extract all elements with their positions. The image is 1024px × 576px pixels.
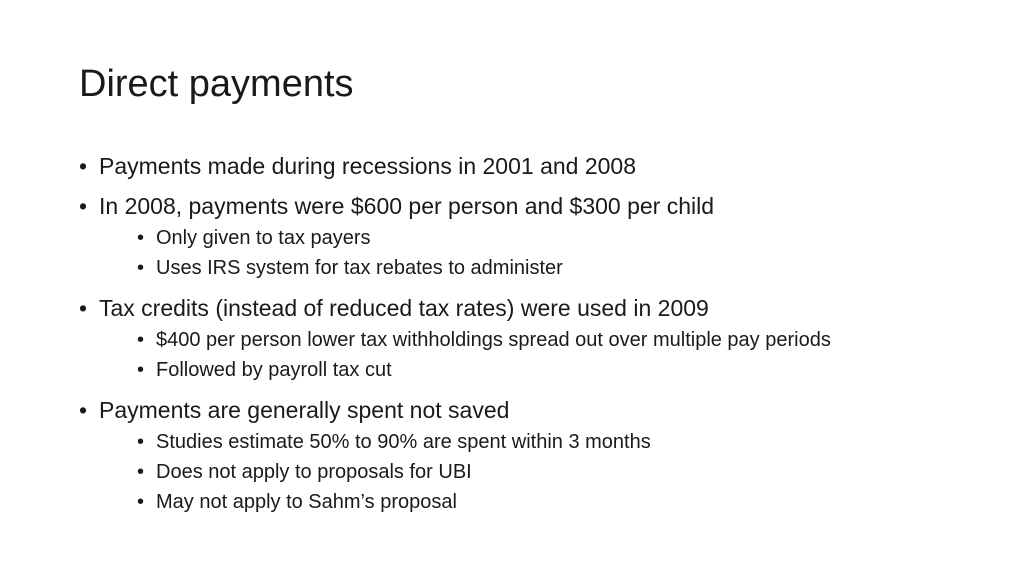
sub-bullet-item [99, 325, 979, 355]
sub-bullet-text: Uses IRS system for tax rebates to administer [156, 257, 563, 279]
bullet-text: Tax credits (instead of reduced tax rates) were used in 2009 [99, 295, 709, 321]
bullet-item [79, 191, 979, 283]
bullet-dot-icon: • [137, 257, 145, 279]
sub-bullet-item [99, 457, 979, 487]
bullet-list [79, 151, 979, 517]
bullet-dot-icon: • [79, 153, 88, 179]
sub-bullet-text: May not apply to Sahm’s proposal [156, 491, 457, 513]
bullet-text: In 2008, payments were $600 per person and $300 per child [99, 193, 715, 219]
bullet-dot-icon: • [79, 295, 88, 321]
sub-bullet-text: Followed by payroll tax cut [156, 359, 392, 381]
sub-bullet-text: $400 per person lower tax withholdings spread out over multiple pay periods [156, 329, 831, 351]
sub-bullet-item [99, 355, 979, 385]
sub-bullet-item [99, 253, 979, 283]
sub-bullet-text: Only given to tax payers [156, 227, 371, 249]
sub-bullet-text: Studies estimate 50% to 90% are spent within 3 months [156, 431, 651, 453]
sub-bullet-item [99, 487, 979, 517]
bullet-text: Payments are generally spent not saved [99, 397, 510, 423]
bullet-dot-icon: • [79, 397, 88, 423]
bullet-dot-icon: • [137, 461, 145, 483]
bullet-item [79, 395, 979, 517]
bullet-dot-icon: • [137, 227, 145, 249]
sub-bullet-text: Does not apply to proposals for UBI [156, 461, 472, 483]
sub-bullet-item [99, 223, 979, 253]
bullet-dot-icon: • [79, 193, 88, 219]
bullet-dot-icon: • [137, 491, 145, 513]
bullet-dot-icon: • [137, 431, 145, 453]
slide-title: Direct payments [79, 63, 354, 105]
sub-bullet-item [99, 427, 979, 457]
sub-bullet-list [99, 223, 979, 283]
bullet-dot-icon: • [137, 359, 145, 381]
bullet-item [79, 151, 979, 181]
sub-bullet-list [99, 427, 979, 517]
sub-bullet-list [99, 325, 979, 385]
bullet-item [79, 293, 979, 385]
bullet-text: Payments made during recessions in 2001 and 2008 [99, 153, 637, 179]
bullet-dot-icon: • [137, 329, 145, 351]
